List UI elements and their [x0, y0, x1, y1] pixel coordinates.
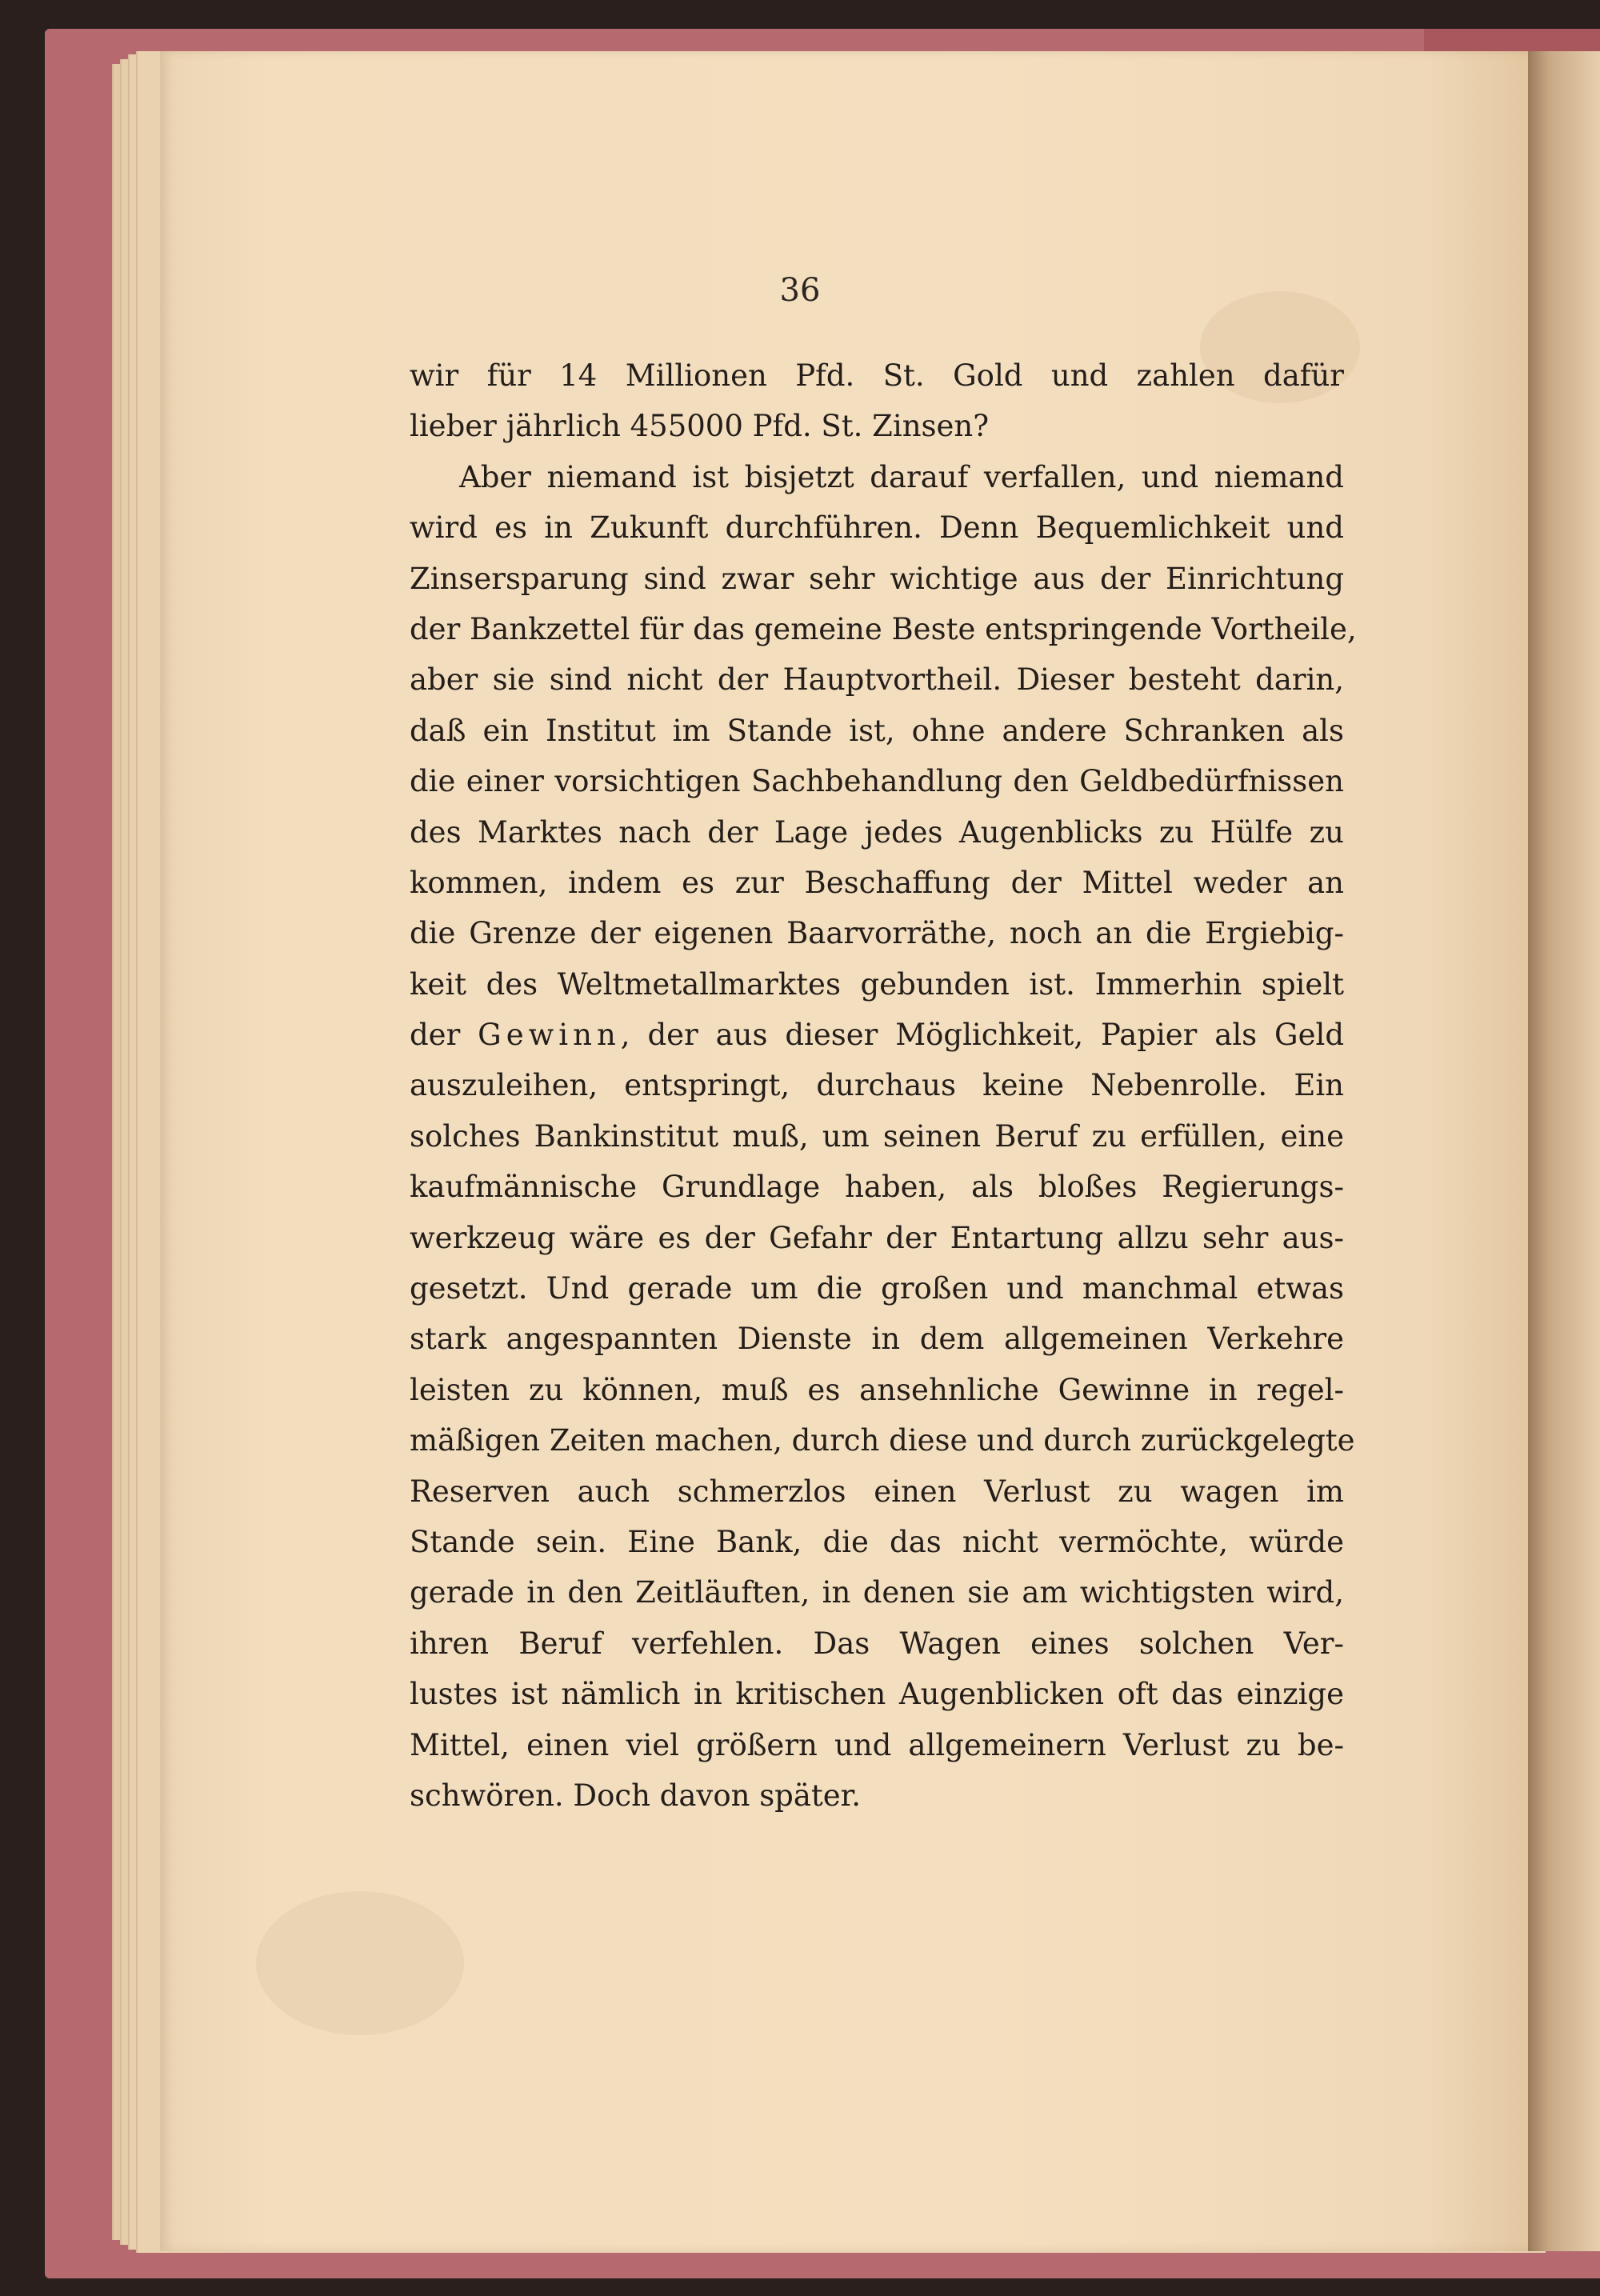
gewinn-after: , der aus dieser Möglichkeit, Papier als Geld [620, 1018, 1344, 1053]
text-line: Stande sein. Eine Bank, die das nicht vermöchte, würde [410, 1524, 1344, 1559]
text-line: werkzeug wäre es der Gefahr der Entartung allzu sehr aus- [410, 1220, 1344, 1255]
text-line: schwören. Doch davon später. [410, 1778, 862, 1813]
text-line: kommen, indem es zur Beschaffung der Mittel weder an [410, 865, 1344, 900]
gewinn-emphasis: Gewinn [478, 1018, 621, 1053]
body-text [410, 350, 1357, 1821]
text-line: ihren Beruf verfehlen. Das Wagen eines solchen Ver- [410, 1626, 1344, 1661]
text-line: wir für 14 Millionen Pfd. St. Gold und zahlen dafür [410, 358, 1344, 393]
text-line: gesetzt. Und gerade um die großen und manchmal etwas [410, 1271, 1344, 1306]
text-line: die Grenze der eigenen Baarvorräthe, noch an die Ergiebig- [410, 916, 1344, 951]
book-gutter [1528, 51, 1600, 2251]
text-line: solches Bankinstitut muß, um seinen Beruf zu erfüllen, eine [410, 1118, 1344, 1154]
text-line: stark angespannten Dienste in dem allgemeinen Verkehre [410, 1322, 1344, 1357]
text-line: Mittel, einen viel größern und allgemeinern Verlust zu be- [410, 1727, 1344, 1762]
text-line: wird es in Zukunft durchführen. Denn Bequemlichkeit und [410, 510, 1344, 546]
text-line: kaufmännische Grundlage haben, als bloßes Regierungs- [410, 1170, 1344, 1205]
text-line: Reserven auch schmerzlos einen Verlust zu wagen im [410, 1474, 1344, 1509]
text-line: Aber niemand ist bisjetzt darauf verfallen, und niemand [459, 459, 1344, 494]
text-line: der Bankzettel für das gemeine Beste entspringende Vortheile, [410, 611, 1357, 646]
page-number: 36 [779, 272, 821, 309]
text-line: gerade in den Zeitläuften, in denen sie am wichtigsten wird, [410, 1575, 1344, 1610]
text-line: daß ein Institut im Stande ist, ohne andere Schranken als [410, 713, 1344, 748]
text-line: des Marktes nach der Lage jedes Augenblicks zu Hülfe zu [410, 814, 1344, 850]
paper-stain [256, 1891, 464, 2035]
text-line: auszuleihen, entspringt, durchaus keine Nebenrolle. Ein [410, 1068, 1344, 1103]
text-line: leisten zu können, muß es ansehnliche Gewinne in regel- [410, 1372, 1344, 1407]
text-line: aber sie sind nicht der Hauptvortheil. Dieser besteht darin, [410, 662, 1344, 698]
text-line: lieber jährlich 455000 Pfd. St. Zinsen? [410, 409, 990, 444]
text-line-gewinn [410, 1010, 1344, 1060]
text-line: mäßigen Zeiten machen, durch diese und durch zurückgelegte [410, 1423, 1355, 1458]
text-line: lustes ist nämlich in kritischen Augenblicken oft das einzige [410, 1677, 1344, 1712]
text-line: die einer vorsichtigen Sachbehandlung den Geldbedürfnissen [410, 764, 1344, 799]
gewinn-before: der [410, 1018, 478, 1053]
text-line: Zinsersparung sind zwar sehr wichtige aus der Einrichtung [410, 561, 1344, 596]
text-line: keit des Weltmetallmarktes gebunden ist. Immerhin spielt [410, 966, 1344, 1002]
